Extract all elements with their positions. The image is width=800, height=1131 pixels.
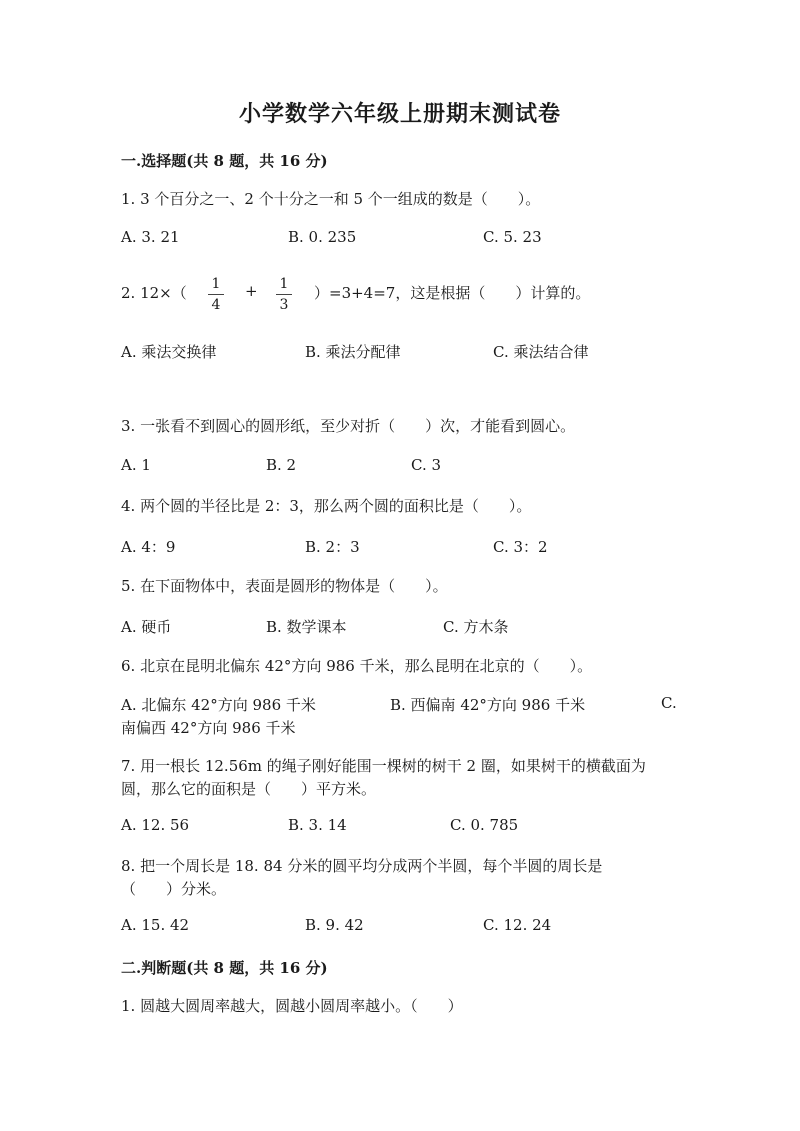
q6-option-c: C. bbox=[661, 694, 677, 712]
question-8-line-2: （ ）分米。 bbox=[121, 880, 227, 898]
q5-option-b: B. 数学课本 bbox=[266, 618, 347, 636]
q2-option-b: B. 乘法分配律 bbox=[305, 343, 401, 361]
question-5: 5. 在下面物体中，表面是圆形的物体是（ ）。 bbox=[121, 577, 448, 595]
q5-option-a: A. 硬币 bbox=[121, 618, 172, 636]
q1-option-c: C. 5. 23 bbox=[483, 228, 542, 246]
section-heading-judgement: 二.判断题(共 8 题，共 16 分) bbox=[121, 959, 328, 977]
fraction-one-third bbox=[276, 276, 292, 313]
fraction-numerator: 1 bbox=[208, 276, 224, 295]
q5-option-c: C. 方木条 bbox=[443, 618, 509, 636]
page-title: 小学数学六年级上册期末测试卷 bbox=[238, 101, 561, 127]
question-7-line-2: 圆，那么它的面积是（ ）平方米。 bbox=[121, 780, 377, 798]
q2-option-a: A. 乘法交换律 bbox=[121, 343, 217, 361]
fraction-denominator: 3 bbox=[279, 297, 289, 313]
question-3: 3. 一张看不到圆心的圆形纸，至少对折（ ）次，才能看到圆心。 bbox=[121, 417, 576, 435]
section-heading-choice: 一.选择题(共 8 题，共 16 分) bbox=[121, 152, 328, 170]
q8-option-a: A. 15. 42 bbox=[121, 916, 190, 934]
question-8-line-1: 8. 把一个周长是 18. 84 分米的圆平均分成两个半圆，每个半圆的周长是 bbox=[121, 857, 603, 875]
question-2-suffix: ）=3+4=7，这是根据（ ）计算的。 bbox=[314, 284, 591, 302]
q7-option-c: C. 0. 785 bbox=[450, 816, 519, 834]
judgement-question-1: 1. 圆越大圆周率越大，圆越小圆周率越小。（ ） bbox=[121, 997, 463, 1015]
q3-option-c: C. 3 bbox=[411, 456, 442, 474]
q2-option-c: C. 乘法结合律 bbox=[493, 343, 589, 361]
q6-option-b: B. 西偏南 42°方向 986 千米 bbox=[390, 696, 586, 714]
q4-option-a: A. 4：9 bbox=[121, 538, 176, 556]
q7-option-a: A. 12. 56 bbox=[121, 816, 190, 834]
fraction-numerator: 1 bbox=[276, 276, 292, 295]
q8-option-c: C. 12. 24 bbox=[483, 916, 552, 934]
q3-option-a: A. 1 bbox=[121, 456, 151, 474]
q8-option-b: B. 9. 42 bbox=[305, 916, 364, 934]
q1-option-b: B. 0. 235 bbox=[288, 228, 357, 246]
q7-option-b: B. 3. 14 bbox=[288, 816, 347, 834]
question-2-prefix: 2. 12×（ bbox=[121, 284, 187, 302]
q1-option-a: A. 3. 21 bbox=[121, 228, 180, 246]
fraction-one-quarter bbox=[208, 276, 224, 313]
question-1: 1. 3 个百分之一、2 个十分之一和 5 个一组成的数是（ ）。 bbox=[121, 190, 541, 208]
q3-option-b: B. 2 bbox=[266, 456, 297, 474]
question-7-line-1: 7. 用一根长 12.56m 的绳子刚好能围一棵树的树干 2 圈，如果树干的横截面为 bbox=[121, 757, 646, 775]
q6-option-c-continued: 南偏西 42°方向 986 千米 bbox=[121, 719, 296, 737]
question-6: 6. 北京在昆明北偏东 42°方向 986 千米，那么昆明在北京的（ ）。 bbox=[121, 657, 593, 675]
q4-option-c: C. 3：2 bbox=[493, 538, 548, 556]
question-4: 4. 两个圆的半径比是 2：3，那么两个圆的面积比是（ ）。 bbox=[121, 497, 532, 515]
q6-option-a: A. 北偏东 42°方向 986 千米 bbox=[121, 696, 316, 714]
plus-sign: + bbox=[245, 282, 258, 300]
fraction-denominator: 4 bbox=[211, 297, 221, 313]
q4-option-b: B. 2：3 bbox=[305, 538, 360, 556]
